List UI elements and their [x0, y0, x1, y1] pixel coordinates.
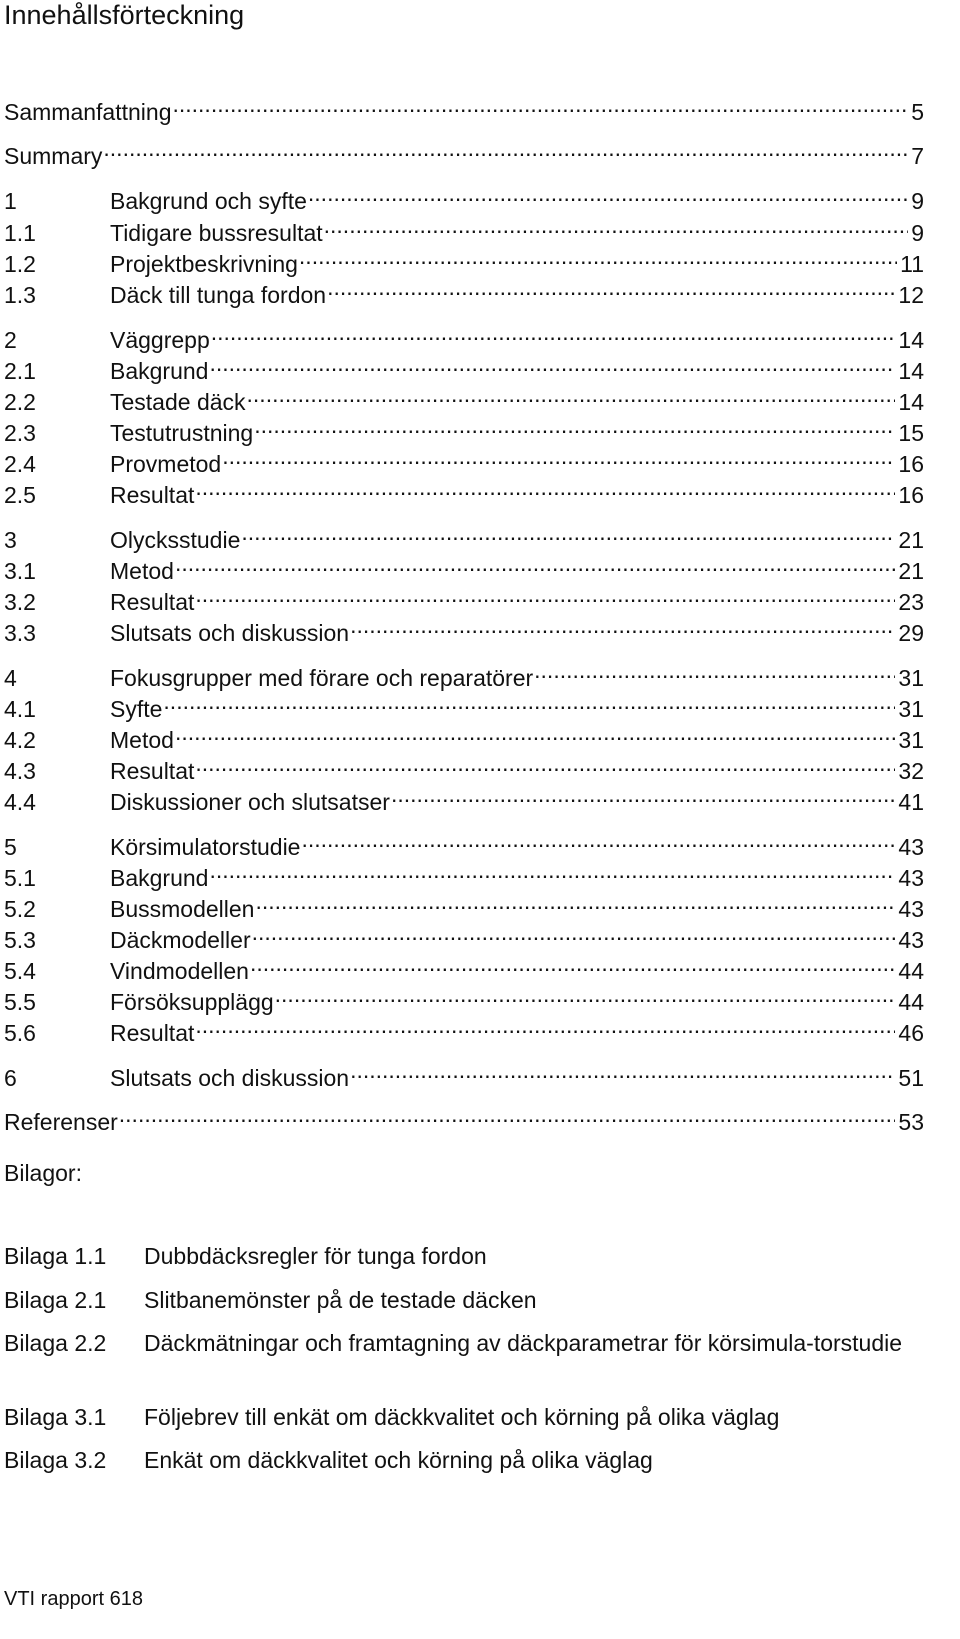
- footer-report-id: VTI rapport 618: [4, 1588, 143, 1610]
- toc-entry-number: 3.3: [4, 620, 36, 646]
- toc-entry-page-number: 15: [898, 420, 924, 446]
- toc-entry-page-number: 31: [898, 696, 924, 722]
- toc-entry-title: Summary: [4, 143, 103, 169]
- toc-entry-number: 2.2: [4, 389, 36, 415]
- toc-entry-number: 1.1: [4, 220, 36, 246]
- toc-entry-page-number: 32: [898, 758, 924, 784]
- toc-entry-page-number: 43: [898, 865, 924, 891]
- dot-leader: [308, 177, 908, 209]
- toc-entry-title: Bakgrund: [110, 358, 209, 384]
- toc-entry[interactable]: [4, 347, 924, 384]
- toc-entry-page-number: 53: [898, 1109, 924, 1135]
- toc-entry-page-number: 44: [898, 958, 924, 984]
- toc-entry-page-number: 51: [898, 1065, 924, 1091]
- dot-leader: [254, 409, 895, 441]
- dot-leader: [103, 132, 908, 164]
- toc-entry-number: 5.6: [4, 1020, 36, 1046]
- toc-entry[interactable]: [4, 578, 924, 615]
- toc-entry[interactable]: [4, 1098, 924, 1135]
- dot-leader: [163, 685, 895, 717]
- toc-entry[interactable]: [4, 471, 924, 508]
- toc-entry-title: Referenser: [4, 1109, 118, 1135]
- toc-entry-title: Projektbeskrivning: [110, 251, 298, 277]
- toc-entry-number: 4.1: [4, 696, 36, 722]
- toc-entry-title: Testade däck: [110, 389, 246, 415]
- toc-entry-number: 1: [4, 188, 17, 214]
- dot-leader: [299, 240, 897, 272]
- toc-entry-page-number: 21: [898, 558, 924, 584]
- toc-entry-page-number: 29: [898, 620, 924, 646]
- dot-leader: [241, 516, 895, 548]
- toc-entry-number: 1.2: [4, 251, 36, 277]
- toc-entry-title: Olycksstudie: [110, 527, 241, 553]
- dot-leader: [391, 778, 895, 810]
- toc-entry-title: Slutsats och diskussion: [110, 620, 350, 646]
- appendix-title: Följebrev till enkät om däckkvalitet och körning på olika väglag: [144, 1404, 780, 1430]
- toc-entry[interactable]: [4, 823, 924, 860]
- toc-entry-title: Resultat: [110, 589, 195, 615]
- toc-entry-title: Resultat: [110, 482, 195, 508]
- toc-entry[interactable]: [4, 132, 924, 169]
- toc-entry[interactable]: [4, 547, 924, 584]
- toc-entry-number: 4.2: [4, 727, 36, 753]
- toc-entry-number: 2.3: [4, 420, 36, 446]
- toc-entry-number: 3.1: [4, 558, 36, 584]
- toc-entry-page-number: 41: [898, 789, 924, 815]
- dot-leader: [172, 88, 908, 120]
- toc-entry[interactable]: [4, 885, 924, 922]
- toc-entry[interactable]: [4, 778, 924, 815]
- toc-entry-number: 5.5: [4, 989, 36, 1015]
- toc-entry-page-number: 14: [898, 327, 924, 353]
- toc-entry[interactable]: [4, 747, 924, 784]
- toc-entry-title: Sammanfattning: [4, 99, 172, 125]
- toc-entry-number: 2.5: [4, 482, 36, 508]
- toc-entry-page-number: 5: [911, 99, 924, 125]
- toc-entry-number: 6: [4, 1065, 17, 1091]
- toc-entry-title: Metod: [110, 727, 174, 753]
- toc-entry[interactable]: [4, 609, 924, 646]
- toc-entry-number: 4: [4, 665, 17, 691]
- dot-leader: [195, 471, 895, 503]
- toc-entry[interactable]: [4, 1054, 924, 1091]
- toc-entry-number: 2.1: [4, 358, 36, 384]
- toc-entry-number: 1.3: [4, 282, 36, 308]
- toc-entry-page-number: 9: [911, 188, 924, 214]
- toc-entry-title: Däck till tunga fordon: [110, 282, 327, 308]
- toc-entry[interactable]: [4, 378, 924, 415]
- appendix-title: Slitbanemönster på de testade däcken: [144, 1287, 537, 1313]
- appendix-label: Bilaga 2.2: [4, 1330, 107, 1356]
- toc-entry-page-number: 44: [898, 989, 924, 1015]
- toc-entry-page-number: 43: [898, 896, 924, 922]
- appendix-label: Bilaga 3.2: [4, 1447, 107, 1473]
- appendix-title: Däckmätningar och framtagning av däckparametrar för körsimula-torstudie: [144, 1330, 903, 1356]
- appendix-label: Bilaga 3.1: [4, 1404, 107, 1430]
- toc-entry[interactable]: [4, 685, 924, 722]
- dot-leader: [175, 716, 895, 748]
- toc-entry-title: Slutsats och diskussion: [110, 1065, 350, 1091]
- dot-leader: [211, 316, 896, 348]
- dot-leader: [195, 1009, 895, 1041]
- toc-entry-title: Bakgrund: [110, 865, 209, 891]
- dot-leader: [119, 1098, 896, 1130]
- toc-entry-number: 5.3: [4, 927, 36, 953]
- toc-entry-title: Diskussioner och slutsatser: [110, 789, 390, 815]
- toc-entry-page-number: 14: [898, 358, 924, 384]
- toc-entry-number: 3.2: [4, 589, 36, 615]
- appendix-label: Bilaga 1.1: [4, 1243, 107, 1269]
- toc-entry-page-number: 43: [898, 927, 924, 953]
- toc-entry-title: Syfte: [110, 696, 163, 722]
- toc-entry-title: Vindmodellen: [110, 958, 249, 984]
- toc-entry[interactable]: [4, 978, 924, 1015]
- toc-entry-title: Däckmodeller: [110, 927, 251, 953]
- dot-leader: [250, 947, 895, 979]
- toc-entry-title: Bakgrund och syfte: [110, 188, 307, 214]
- dot-leader: [195, 578, 895, 610]
- dot-leader: [350, 609, 895, 641]
- dot-leader: [209, 854, 895, 886]
- toc-entry-page-number: 12: [898, 282, 924, 308]
- toc-entry-number: 2: [4, 327, 17, 353]
- toc-entry[interactable]: [4, 209, 924, 246]
- dot-leader: [195, 747, 895, 779]
- toc-entry-title: Resultat: [110, 1020, 195, 1046]
- toc-entry-number: 5.2: [4, 896, 36, 922]
- dot-leader: [350, 1054, 895, 1086]
- toc-entry-page-number: 23: [898, 589, 924, 615]
- toc-entry[interactable]: [4, 440, 924, 477]
- toc-entry-number: 5.1: [4, 865, 36, 891]
- dot-leader: [301, 823, 895, 855]
- toc-entry[interactable]: [4, 316, 924, 353]
- toc-entry-page-number: 7: [911, 143, 924, 169]
- toc-entry[interactable]: [4, 177, 924, 214]
- toc-entry-number: 3: [4, 527, 17, 553]
- toc-entry-title: Försöksupplägg: [110, 989, 274, 1015]
- toc-entry-page-number: 43: [898, 834, 924, 860]
- page-title: Innehållsförteckning: [4, 0, 245, 30]
- toc-entry-number: 5: [4, 834, 17, 860]
- toc-entry-number: 5.4: [4, 958, 36, 984]
- dot-leader: [175, 547, 895, 579]
- toc-entry-title: Körsimulatorstudie: [110, 834, 301, 860]
- toc-entry-page-number: 9: [911, 220, 924, 246]
- toc-entry-page-number: 14: [898, 389, 924, 415]
- dot-leader: [324, 209, 909, 241]
- toc-entry[interactable]: [4, 854, 924, 891]
- toc-entry-title: Metod: [110, 558, 174, 584]
- toc-entry[interactable]: [4, 716, 924, 753]
- toc-entry[interactable]: [4, 271, 924, 308]
- toc-entry-title: Resultat: [110, 758, 195, 784]
- appendix-title: Dubbdäcksregler för tunga fordon: [144, 1243, 487, 1269]
- toc-entry[interactable]: [4, 654, 924, 691]
- toc-entry-page-number: 31: [898, 665, 924, 691]
- toc-entry-page-number: 11: [900, 251, 924, 277]
- appendix-title: Enkät om däckkvalitet och körning på olika väglag: [144, 1447, 653, 1473]
- dot-leader: [222, 440, 895, 472]
- dot-leader: [252, 916, 896, 948]
- toc-entry-page-number: 21: [898, 527, 924, 553]
- toc-entry-title: Testutrustning: [110, 420, 254, 446]
- toc-entry[interactable]: [4, 916, 924, 953]
- toc-entry-page-number: 16: [898, 451, 924, 477]
- dot-leader: [255, 885, 895, 917]
- toc-entry[interactable]: [4, 947, 924, 984]
- toc-entry[interactable]: [4, 516, 924, 553]
- toc-entry-number: 2.4: [4, 451, 36, 477]
- toc-entry-page-number: 31: [898, 727, 924, 753]
- toc-entry-title: Bussmodellen: [110, 896, 255, 922]
- toc-entry-title: Provmetod: [110, 451, 222, 477]
- toc-entry-number: 4.4: [4, 789, 36, 815]
- toc-entry-number: 4.3: [4, 758, 36, 784]
- dot-leader: [327, 271, 895, 303]
- toc-entry-title: Tidigare bussresultat: [110, 220, 323, 246]
- appendix-heading: Bilagor:: [4, 1160, 82, 1186]
- dot-leader: [209, 347, 895, 379]
- toc-entry[interactable]: [4, 1009, 924, 1046]
- toc-entry[interactable]: [4, 88, 924, 125]
- toc-entry-page-number: 16: [898, 482, 924, 508]
- toc-entry[interactable]: [4, 409, 924, 446]
- toc-entry-page-number: 46: [898, 1020, 924, 1046]
- toc-entry-title: Fokusgrupper med förare och reparatörer: [110, 665, 534, 691]
- dot-leader: [534, 654, 895, 686]
- appendix-label: Bilaga 2.1: [4, 1287, 107, 1313]
- dot-leader: [247, 378, 896, 410]
- toc-entry[interactable]: [4, 240, 924, 277]
- toc-entry-title: Väggrepp: [110, 327, 210, 353]
- dot-leader: [275, 978, 896, 1010]
